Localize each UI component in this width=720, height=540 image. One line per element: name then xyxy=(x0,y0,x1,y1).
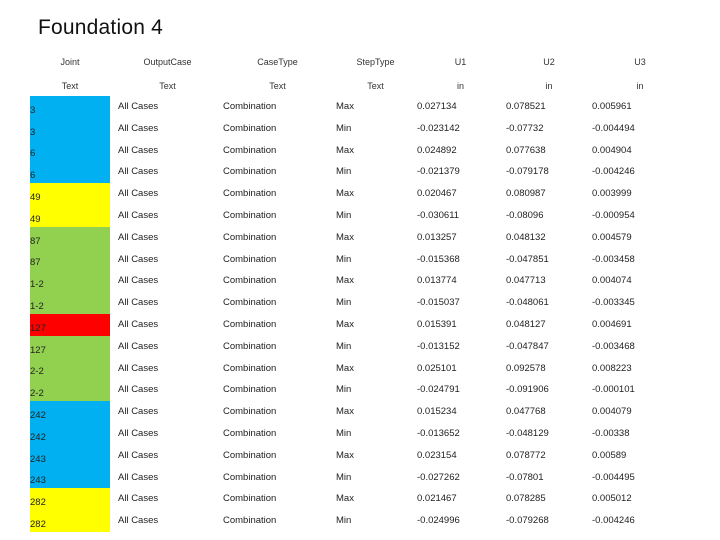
cell-output-case: All Cases xyxy=(118,493,159,505)
cell-case-type: Combination xyxy=(223,384,277,396)
header-output-case: OutputCase xyxy=(143,57,192,67)
cell-u2: 0.078285 xyxy=(506,493,546,505)
cell-output-case: All Cases xyxy=(118,188,159,200)
header-u1: U1 xyxy=(454,57,467,67)
cell-joint: 243 xyxy=(30,445,110,467)
cell-u3: 0.003999 xyxy=(592,188,632,200)
cell-case-type: Combination xyxy=(223,144,277,156)
table-row xyxy=(30,358,688,380)
cell-output-case: All Cases xyxy=(118,209,159,221)
cell-joint: 6 xyxy=(30,140,110,162)
cell-joint: 49 xyxy=(30,205,110,227)
cell-case-type: Combination xyxy=(223,231,277,243)
cell-step-type: Max xyxy=(336,144,354,156)
table-row xyxy=(30,379,688,401)
unit-output-case: Text xyxy=(159,81,176,91)
cell-step-type: Max xyxy=(336,362,354,374)
cell-case-type: Combination xyxy=(223,166,277,178)
unit-joint: Text xyxy=(61,81,79,91)
page-title: Foundation 4 xyxy=(38,16,163,39)
table-row xyxy=(30,161,688,183)
table-row xyxy=(30,227,688,249)
cell-step-type: Min xyxy=(336,209,352,221)
cell-joint: 6 xyxy=(30,161,110,183)
cell-case-type: Combination xyxy=(223,427,277,439)
cell-step-type: Min xyxy=(336,515,352,527)
table-row xyxy=(30,510,688,532)
cell-u2: -0.047851 xyxy=(506,253,549,265)
cell-step-type: Min xyxy=(336,253,352,265)
table-row xyxy=(30,140,688,162)
cell-case-type: Combination xyxy=(223,122,277,134)
cell-case-type: Combination xyxy=(223,471,277,483)
cell-u2: 0.047768 xyxy=(506,406,546,418)
cell-u1: -0.015037 xyxy=(417,297,460,309)
cell-step-type: Min xyxy=(336,166,352,178)
table-row xyxy=(30,205,688,227)
cell-output-case: All Cases xyxy=(118,427,159,439)
cell-step-type: Min xyxy=(336,340,352,352)
cell-u3: 0.004579 xyxy=(592,231,632,243)
cell-joint: 1-2 xyxy=(30,270,110,292)
cell-u1: 0.013774 xyxy=(417,275,457,287)
cell-u3: 0.00589 xyxy=(592,449,627,461)
table-row xyxy=(30,270,688,292)
cell-output-case: All Cases xyxy=(118,122,159,134)
cell-output-case: All Cases xyxy=(118,362,159,374)
cell-u2: -0.07732 xyxy=(506,122,544,134)
cell-u1: 0.024892 xyxy=(417,144,457,156)
cell-u1: -0.024791 xyxy=(417,384,460,396)
cell-u1: -0.013152 xyxy=(417,340,460,352)
cell-u3: -0.000954 xyxy=(592,209,635,221)
cell-u2: 0.048127 xyxy=(506,318,546,330)
cell-u3: -0.004246 xyxy=(592,166,635,178)
table-body xyxy=(30,96,688,532)
cell-case-type: Combination xyxy=(223,493,277,505)
header-joint: Joint xyxy=(60,57,80,67)
cell-u2: -0.07801 xyxy=(506,471,544,483)
cell-u3: 0.004074 xyxy=(592,275,632,287)
cell-u3: -0.003345 xyxy=(592,297,635,309)
table-row xyxy=(30,336,688,358)
cell-u1: -0.013652 xyxy=(417,427,460,439)
cell-case-type: Combination xyxy=(223,188,277,200)
unit-u2: in xyxy=(545,81,553,91)
cell-u3: -0.003468 xyxy=(592,340,635,352)
cell-u3: 0.005961 xyxy=(592,101,632,112)
table-row xyxy=(30,401,688,423)
cell-output-case: All Cases xyxy=(118,318,159,330)
cell-u3: -0.00338 xyxy=(592,427,630,439)
cell-u2: -0.048129 xyxy=(506,427,549,439)
cell-step-type: Max xyxy=(336,188,354,200)
cell-u2: 0.092578 xyxy=(506,362,546,374)
table-row xyxy=(30,118,688,140)
cell-case-type: Combination xyxy=(223,253,277,265)
cell-step-type: Min xyxy=(336,471,352,483)
unit-case-type: Text xyxy=(269,81,286,91)
cell-output-case: All Cases xyxy=(118,471,159,483)
cell-u1: 0.025101 xyxy=(417,362,457,374)
cell-u1: 0.015391 xyxy=(417,318,457,330)
cell-u1: 0.023154 xyxy=(417,449,457,461)
cell-joint: 127 xyxy=(30,314,110,336)
table-row xyxy=(30,445,688,467)
cell-joint: 127 xyxy=(30,336,110,358)
table-row xyxy=(30,96,688,118)
unit-u3: in xyxy=(636,81,644,91)
table-row xyxy=(30,488,688,510)
cell-output-case: All Cases xyxy=(118,275,159,287)
cell-joint: 49 xyxy=(30,183,110,205)
header-step-type: StepType xyxy=(356,57,395,67)
cell-step-type: Max xyxy=(336,318,354,330)
cell-u2: 0.078772 xyxy=(506,449,546,461)
cell-step-type: Max xyxy=(336,493,354,505)
cell-output-case: All Cases xyxy=(118,101,159,112)
cell-case-type: Combination xyxy=(223,101,277,112)
cell-u3: 0.004691 xyxy=(592,318,632,330)
cell-step-type: Max xyxy=(336,406,354,418)
cell-u1: 0.021467 xyxy=(417,493,457,505)
cell-output-case: All Cases xyxy=(118,515,159,527)
cell-u1: 0.020467 xyxy=(417,188,457,200)
cell-joint: 1-2 xyxy=(30,292,110,314)
cell-output-case: All Cases xyxy=(118,384,159,396)
cell-u1: 0.015234 xyxy=(417,406,457,418)
cell-u3: 0.004904 xyxy=(592,144,632,156)
header-u3: U3 xyxy=(634,57,646,67)
cell-case-type: Combination xyxy=(223,340,277,352)
table-row xyxy=(30,249,688,271)
cell-output-case: All Cases xyxy=(118,144,159,156)
cell-u2: 0.077638 xyxy=(506,144,546,156)
cell-case-type: Combination xyxy=(223,297,277,309)
units-row xyxy=(30,76,688,96)
table-row xyxy=(30,292,688,314)
cell-u2: 0.047713 xyxy=(506,275,546,287)
header-u2: U2 xyxy=(543,57,555,67)
cell-joint: 3 xyxy=(30,118,110,140)
table-row xyxy=(30,314,688,336)
cell-joint: 242 xyxy=(30,423,110,445)
cell-u1: -0.027262 xyxy=(417,471,460,483)
cell-case-type: Combination xyxy=(223,406,277,418)
cell-joint: 3 xyxy=(30,96,110,118)
cell-output-case: All Cases xyxy=(118,231,159,243)
cell-u1: 0.027134 xyxy=(417,101,457,112)
cell-step-type: Min xyxy=(336,122,352,134)
cell-joint: 243 xyxy=(30,467,110,489)
cell-u1: -0.021379 xyxy=(417,166,460,178)
cell-u2: 0.048132 xyxy=(506,231,546,243)
cell-output-case: All Cases xyxy=(118,166,159,178)
cell-case-type: Combination xyxy=(223,318,277,330)
cell-joint: 282 xyxy=(30,510,110,532)
cell-step-type: Max xyxy=(336,449,354,461)
cell-step-type: Min xyxy=(336,427,352,439)
cell-joint: 2-2 xyxy=(30,379,110,401)
cell-step-type: Max xyxy=(336,101,354,112)
table-row xyxy=(30,467,688,489)
cell-u2: -0.048061 xyxy=(506,297,549,309)
cell-case-type: Combination xyxy=(223,449,277,461)
cell-output-case: All Cases xyxy=(118,340,159,352)
cell-u1: -0.023142 xyxy=(417,122,460,134)
cell-joint: 87 xyxy=(30,227,110,249)
cell-output-case: All Cases xyxy=(118,406,159,418)
cell-u2: -0.091906 xyxy=(506,384,549,396)
unit-u1: in xyxy=(456,81,464,91)
cell-case-type: Combination xyxy=(223,275,277,287)
header-row xyxy=(30,48,688,76)
cell-u1: 0.013257 xyxy=(417,231,457,243)
cell-u2: -0.079268 xyxy=(506,515,549,527)
cell-case-type: Combination xyxy=(223,362,277,374)
header-case-type: CaseType xyxy=(257,57,298,67)
cell-u2: -0.047847 xyxy=(506,340,549,352)
cell-case-type: Combination xyxy=(223,515,277,527)
cell-u3: 0.004079 xyxy=(592,406,632,418)
cell-u3: 0.008223 xyxy=(592,362,632,374)
cell-u3: 0.005012 xyxy=(592,493,632,505)
unit-step-type: Text xyxy=(367,81,384,91)
cell-u3: -0.004494 xyxy=(592,122,635,134)
cell-joint: 282 xyxy=(30,488,110,510)
results-table xyxy=(30,48,688,532)
cell-output-case: All Cases xyxy=(118,253,159,265)
cell-u3: -0.004495 xyxy=(592,471,635,483)
cell-u1: -0.015368 xyxy=(417,253,460,265)
cell-output-case: All Cases xyxy=(118,297,159,309)
cell-case-type: Combination xyxy=(223,209,277,221)
cell-u3: -0.003458 xyxy=(592,253,635,265)
cell-u3: -0.000101 xyxy=(592,384,635,396)
cell-joint: 242 xyxy=(30,401,110,423)
cell-u1: -0.024996 xyxy=(417,515,460,527)
cell-step-type: Min xyxy=(336,384,352,396)
cell-u2: 0.080987 xyxy=(506,188,546,200)
cell-output-case: All Cases xyxy=(118,449,159,461)
table-row xyxy=(30,423,688,445)
cell-u2: -0.08096 xyxy=(506,209,544,221)
cell-u2: 0.078521 xyxy=(506,101,546,112)
table-row xyxy=(30,183,688,205)
cell-step-type: Max xyxy=(336,275,354,287)
cell-step-type: Min xyxy=(336,297,352,309)
cell-u1: -0.030611 xyxy=(417,209,460,221)
cell-step-type: Max xyxy=(336,231,354,243)
cell-joint: 2-2 xyxy=(30,358,110,380)
cell-joint: 87 xyxy=(30,249,110,271)
cell-u2: -0.079178 xyxy=(506,166,549,178)
cell-u3: -0.004246 xyxy=(592,515,635,527)
